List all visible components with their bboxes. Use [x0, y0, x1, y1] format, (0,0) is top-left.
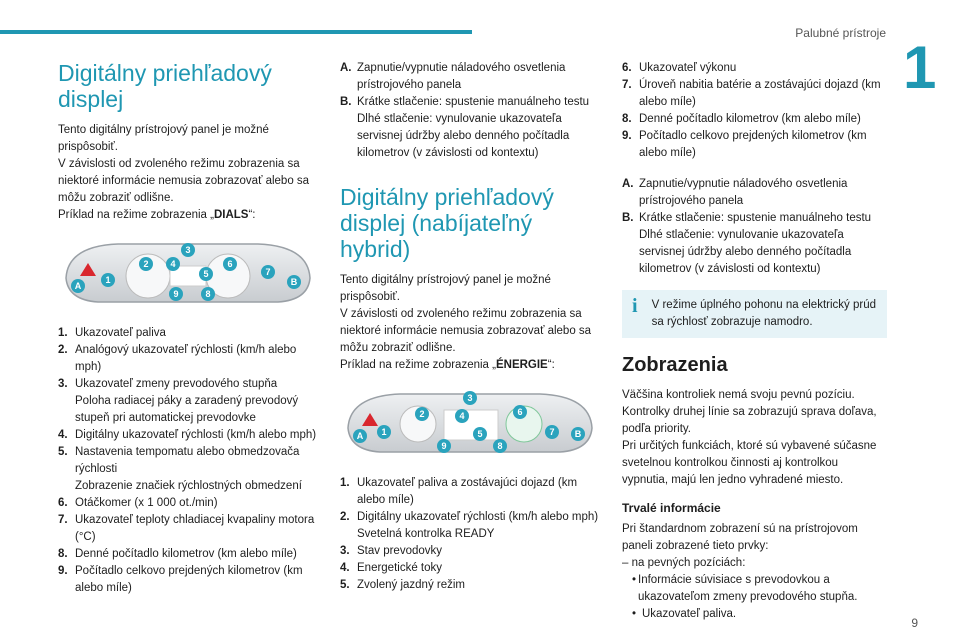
svg-text:2: 2: [143, 259, 149, 269]
list-item: A. Zapnutie/vypnutie náladového osvetlenia prístrojového panela: [340, 62, 566, 91]
energy-legend-list: [340, 475, 605, 594]
svg-text:5: 5: [477, 429, 483, 439]
running-header: Palubné prístroje: [795, 26, 886, 40]
list-item: 3. Ukazovateľ zmeny prevodového stupňa Poloha radiacej páky a zaradený prevodový stupeň pri automatickej prevodovke: [58, 378, 299, 424]
mode-name: ÉNERGIE: [495, 359, 548, 371]
callout-3: [181, 243, 195, 257]
section-title-displays: Zobrazenia: [622, 354, 728, 376]
list-item: 1. Ukazovateľ paliva a zostávajúci dojazd (km alebo míle): [340, 477, 578, 506]
subsection-title-permanent-info: Trvalé informácie: [622, 501, 721, 515]
list-item: 6. Otáčkomer (x 1 000 ot./min): [58, 497, 218, 509]
mode-line-prefix: Príklad na režime zobrazenia „: [340, 359, 496, 371]
intro-text: Tento digitálny prístrojový panel je možné prispôsobiť. V závislosti od zvoleného režimu zobrazenia sa niektoré informácie nemusia zobrazovať alebo sa môžu zobraziť odlišne.: [58, 124, 310, 204]
mode-line-prefix: Príklad na režime zobrazenia „: [58, 209, 214, 221]
permanent-info-text: Pri štandardnom zobrazení sú na prístrojovom paneli zobrazené tieto prvky:: [622, 523, 858, 552]
callout-4: [166, 257, 180, 271]
info-note-text: V režime úplného pohonu na elektrický prúd sa rýchlosť zobrazuje namodro.: [651, 299, 876, 328]
callout-9: [169, 287, 183, 301]
callout-2: [415, 407, 429, 421]
list-item: 2. Digitálny ukazovateľ rýchlosti (km/h alebo mph) Svetelná kontrolka READY: [340, 511, 599, 540]
list-item: 1. Ukazovateľ paliva: [58, 327, 166, 339]
svg-text:1: 1: [381, 427, 387, 437]
svg-text:2: 2: [419, 409, 425, 419]
dash-item: – na pevných pozíciách:: [622, 557, 746, 569]
column-3: [622, 60, 887, 623]
callout-1: [377, 425, 391, 439]
mode-name: DIALS: [213, 209, 249, 221]
list-item: 5. Zvolený jazdný režim: [340, 579, 466, 591]
svg-text:B: B: [574, 429, 582, 439]
svg-text:3: 3: [467, 393, 473, 403]
svg-text:5: 5: [203, 269, 209, 279]
button-legend-list: [340, 60, 605, 162]
list-item: 5. Nastavenia tempomatu alebo obmedzovača rýchlosti Zobrazenie značiek rýchlostných obmedzení: [58, 446, 302, 492]
callout-6: [513, 405, 527, 419]
list-item: 4. Energetické toky: [340, 562, 443, 574]
energy-cluster-diagram: [340, 388, 600, 458]
list-item: 7. Ukazovateľ teploty chladiacej kvapaliny motora (°C): [58, 514, 315, 543]
list-item: A. Zapnutie/vypnutie náladového osvetlenia prístrojového panela: [622, 178, 848, 207]
mode-example-line: [58, 207, 318, 224]
callout-8: [493, 439, 507, 453]
list-item: 3. Stav prevodovky: [340, 545, 443, 557]
list-item: 8. Denné počítadlo kilometrov (km alebo míle): [622, 113, 861, 125]
svg-text:8: 8: [497, 441, 503, 451]
svg-text:3: 3: [185, 245, 191, 255]
info-note: [622, 290, 887, 338]
callout-5: [199, 267, 213, 281]
intro-text: Tento digitálny prístrojový panel je možné prispôsobiť. V závislosti od zvoleného režimu zobrazenia sa niektoré informácie nemusia zobrazovať alebo sa môžu zobraziť odlišne.: [340, 274, 592, 354]
list-item: 8. Denné počítadlo kilometrov (km alebo míle): [58, 548, 297, 560]
svg-text:6: 6: [517, 407, 523, 417]
svg-text:6: 6: [227, 259, 233, 269]
svg-text:A: A: [356, 431, 364, 441]
info-icon: i: [632, 295, 638, 317]
svg-text:9: 9: [441, 441, 447, 451]
callout-7: [261, 265, 275, 279]
displays-text: Väčšina kontroliek nemá svoju pevnú pozíciu. Kontrolky druhej línie sa zobrazujú sprava doľava, podľa priority. Pri určitých funkciách, ktoré sú vybavené súčasne svetelnou kontrolkou činnosti aj kontrolkou vypnutia, majú len jedno vyhradené miesto.: [622, 389, 877, 486]
svg-text:9: 9: [173, 289, 179, 299]
mode-example-line: [340, 357, 605, 374]
callout-8: [201, 287, 215, 301]
callout-A: [353, 429, 367, 443]
svg-text:4: 4: [459, 411, 465, 421]
header-accent-bar: [0, 30, 472, 34]
dials-legend-list: [58, 325, 318, 597]
list-item: 9. Počítadlo celkovo prejdených kilometrov (km alebo míle): [58, 565, 303, 594]
list-item: B. Krátke stlačenie: spustenie manuálneho testu Dlhé stlačenie: vynulovanie ukazovateľa servisnej údržby alebo denného počítadla kilometrov (v závislosti od kontextu): [622, 212, 872, 275]
callout-5: [473, 427, 487, 441]
mode-line-suffix: “:: [547, 359, 555, 371]
list-item: 2. Analógový ukazovateľ rýchlosti (km/h alebo mph): [58, 344, 297, 373]
svg-text:1: 1: [105, 275, 111, 285]
svg-text:4: 4: [170, 259, 176, 269]
mode-line-suffix: “:: [248, 209, 256, 221]
callout-B: [571, 427, 585, 441]
callout-A: [71, 279, 85, 293]
column-1: [58, 60, 318, 601]
list-item: 9. Počítadlo celkovo prejdených kilometrov (km alebo míle): [622, 130, 867, 159]
section-title-dials: Digitálny priehľadový displej: [58, 60, 272, 112]
callout-7: [545, 425, 559, 439]
page-number: 9: [911, 616, 918, 630]
dials-cluster-diagram: [58, 238, 318, 308]
svg-text:8: 8: [205, 289, 211, 299]
svg-text:A: A: [74, 281, 82, 291]
section-title-hybrid: Digitálny priehľadový displej (nabíjateľný hybrid): [340, 184, 554, 262]
chapter-number: 1: [903, 34, 937, 101]
callout-3: [463, 391, 477, 405]
bullet-item: • Ukazovateľ paliva.: [632, 608, 737, 620]
svg-text:7: 7: [549, 427, 555, 437]
list-item: 6. Ukazovateľ výkonu: [622, 62, 737, 74]
energy-legend-list-continued: [622, 60, 887, 162]
callout-2: [139, 257, 153, 271]
list-item: 4. Digitálny ukazovateľ rýchlosti (km/h alebo mph): [58, 429, 317, 441]
bullet-item: • Informácie súvisiace s prevodovkou a ukazovateľom zmeny prevodového stupňa.: [632, 574, 858, 603]
callout-4: [455, 409, 469, 423]
list-item: 7. Úroveň nabitia batérie a zostávajúci dojazd (km alebo míle): [622, 79, 881, 108]
button-legend-list: [622, 176, 887, 278]
column-2: [340, 60, 605, 598]
callout-1: [101, 273, 115, 287]
callout-6: [223, 257, 237, 271]
callout-9: [437, 439, 451, 453]
svg-text:7: 7: [265, 267, 271, 277]
callout-B: [287, 275, 301, 289]
list-item: B. Krátke stlačenie: spustenie manuálneho testu Dlhé stlačenie: vynulovanie ukazovateľa servisnej údržby alebo denného počítadla kilometrov (v závislosti od kontextu): [340, 96, 590, 159]
svg-text:B: B: [290, 277, 298, 287]
